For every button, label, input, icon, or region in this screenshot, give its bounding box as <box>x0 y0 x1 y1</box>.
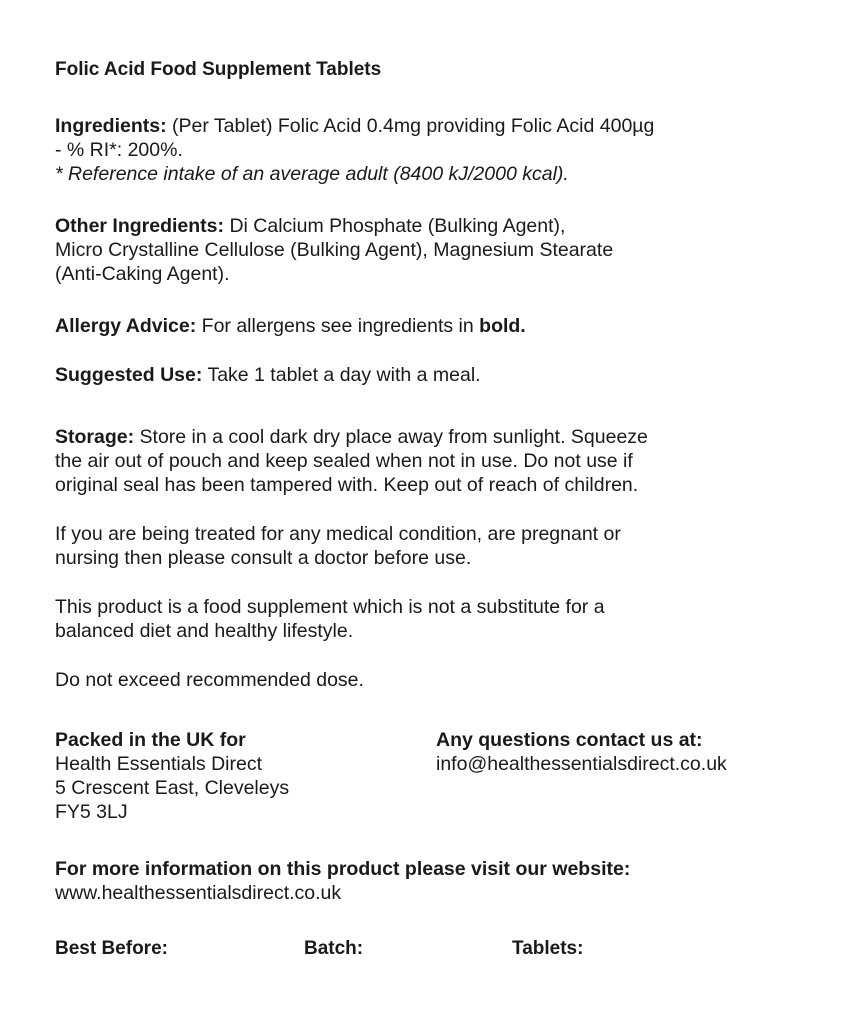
suggested-use-label: Suggested Use: <box>55 364 203 386</box>
supplement-label <box>55 58 825 959</box>
storage-line-1: Store in a cool dark dry place away from sunlight. Squeeze <box>134 426 648 448</box>
contact-email[interactable]: info@healthessentialsdirect.co.uk <box>436 753 727 775</box>
ingredients-section <box>55 114 654 186</box>
company-postcode: FY5 3LJ <box>55 801 128 823</box>
website-url[interactable]: www.healthessentialsdirect.co.uk <box>55 882 342 904</box>
suggested-use-text: Take 1 tablet a day with a meal. <box>202 364 481 386</box>
other-ingredients-line-3: (Anti-Caking Agent). <box>55 263 230 285</box>
product-title: Folic Acid Food Supplement Tablets <box>55 59 382 80</box>
allergy-text: For allergens see ingredients in <box>196 315 480 337</box>
other-ingredients-line-2: Micro Crystalline Cellulose (Bulking Agent), Magnesium Stearate <box>55 239 614 261</box>
ingredients-line-2: - % RI*: 200%. <box>55 139 183 161</box>
supplement-line-1: This product is a food supplement which is not a substitute for a <box>55 596 605 618</box>
medical-line-2: nursing then please consult a doctor before use. <box>55 547 472 569</box>
dose-warning: Do not exceed recommended dose. <box>55 669 364 691</box>
company-address: 5 Crescent East, Cleveleys <box>55 777 290 799</box>
tablets-label: Tablets: <box>512 938 584 959</box>
packed-info <box>55 728 289 824</box>
suggested-use-section <box>55 363 481 387</box>
contact-label: Any questions contact us at: <box>436 729 703 751</box>
batch-label: Batch: <box>304 938 364 959</box>
website-section <box>55 857 630 905</box>
storage-section <box>55 425 648 497</box>
best-before-label: Best Before: <box>55 938 168 959</box>
contact-info <box>436 728 727 776</box>
other-ingredients-label: Other Ingredients: <box>55 215 225 237</box>
medical-line-1: If you are being treated for any medical condition, are pregnant or <box>55 523 621 545</box>
supplement-note <box>55 595 605 643</box>
reference-intake-note: * Reference intake of an average adult (8400 kJ/2000 kcal). <box>55 163 569 185</box>
ingredients-line-1: (Per Tablet) Folic Acid 0.4mg providing Folic Acid 400µg <box>166 115 655 137</box>
supplement-line-2: balanced diet and healthy lifestyle. <box>55 620 354 642</box>
other-ingredients-line-1: Di Calcium Phosphate (Bulking Agent), <box>224 215 566 237</box>
allergy-label: Allergy Advice: <box>55 315 197 337</box>
allergy-bold-word: bold. <box>479 315 526 337</box>
company-name: Health Essentials Direct <box>55 753 262 775</box>
storage-line-2: the air out of pouch and keep sealed when not in use. Do not use if <box>55 450 633 472</box>
allergy-section <box>55 314 526 338</box>
medical-advice <box>55 522 621 570</box>
packed-label: Packed in the UK for <box>55 729 246 751</box>
other-ingredients-section <box>55 214 613 286</box>
storage-label: Storage: <box>55 426 135 448</box>
ingredients-label: Ingredients: <box>55 115 167 137</box>
website-label: For more information on this product please visit our website: <box>55 858 631 880</box>
storage-line-3: original seal has been tampered with. Keep out of reach of children. <box>55 474 639 496</box>
